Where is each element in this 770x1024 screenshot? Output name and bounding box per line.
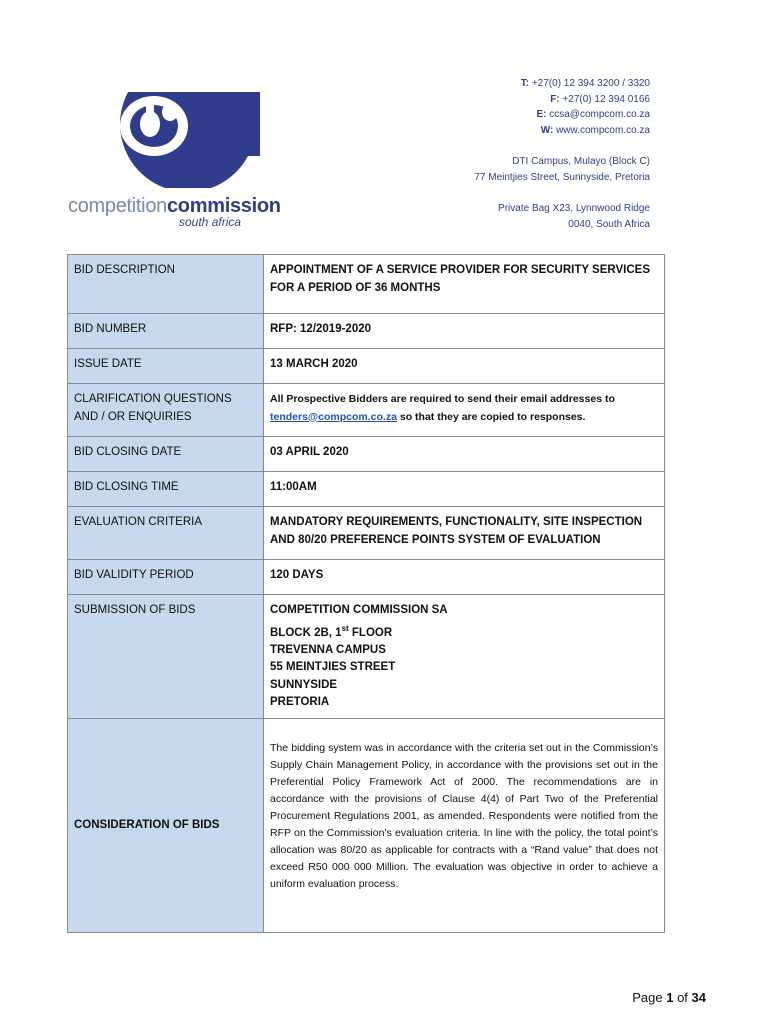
row-submission (68, 595, 665, 719)
address-line-1: DTI Campus, Mulayo (Block C) (512, 156, 650, 167)
row-consideration (68, 718, 665, 932)
contact-details (474, 76, 650, 232)
closing-date-label: BID CLOSING DATE (68, 437, 264, 472)
phone-line (474, 76, 650, 92)
row-bid-number (68, 314, 665, 349)
clarification-label: CLARIFICATION QUESTIONS AND / OR ENQUIRIES (68, 384, 264, 437)
closing-time-value: 11:00AM (264, 472, 665, 507)
row-evaluation-criteria (68, 507, 665, 560)
consideration-text: The bidding system was in accordance with the criteria set out in the Commission’s Supply Chain Management Policy, in accordance with the provisions set out in the Preferential Policy Framework Act of 2000. The recommendations are in accordance with the provisions of Clause 4(4) of Part Two of the Preferential Procurement Regulations 2001, as amended. Respondents were notified from the RFP on the Commission’s evaluation criteria. In line with the policy, the total point’s allocation was 80/20 as applicable for contracts with a “Rand value” that does not exceed R50 000 000 Million. The evaluation was objective in order to achieve a uniform evaluation process. (264, 718, 665, 932)
evaluation-criteria-value: MANDATORY REQUIREMENTS, FUNCTIONALITY, SITE INSPECTION AND 80/20 PREFERENCE POINTS SYSTEM OF EVALUATION (264, 507, 665, 560)
row-bid-description (68, 255, 665, 314)
row-closing-time (68, 472, 665, 507)
row-clarification (68, 384, 665, 437)
bid-description-value: APPOINTMENT OF A SERVICE PROVIDER FOR SECURITY SERVICES FOR A PERIOD OF 36 MONTHS (264, 255, 665, 314)
issue-date-label: ISSUE DATE (68, 349, 264, 384)
bid-description-label: BID DESCRIPTION (68, 255, 264, 314)
address-line-2: 77 Meintjies Street, Sunnyside, Pretoria (474, 171, 650, 183)
closing-date-value: 03 APRIL 2020 (264, 437, 665, 472)
issue-date-value: 13 MARCH 2020 (264, 349, 665, 384)
row-closing-date (68, 437, 665, 472)
postal-line-1: Private Bag X23, Lynnwood Ridge (498, 203, 650, 214)
email-line (474, 107, 650, 123)
logo-word-commission: commission (166, 195, 281, 217)
bid-details-table (67, 254, 665, 933)
email-value[interactable]: ccsa@compcom.co.za (549, 109, 650, 120)
email-label: E: (536, 109, 547, 120)
phone-value: +27(0) 12 394 3200 / 3320 (531, 78, 650, 89)
fax-line (474, 92, 650, 108)
evaluation-criteria-label: EVALUATION CRITERIA (68, 507, 264, 560)
submission-address: COMPETITION COMMISSION SA BLOCK 2B, 1st FLOOR TREVENNA CAMPUS 55 MEINTJIES STREET SUNNYSIDE PRETORIA (264, 595, 665, 719)
closing-time-label: BID CLOSING TIME (68, 472, 264, 507)
fax-label: F: (550, 93, 560, 105)
postal-line-2: 0040, South Africa (568, 218, 650, 230)
logo-wordmark (68, 195, 281, 218)
phone-label: T: (520, 78, 530, 89)
page-current: 1 (666, 990, 674, 1005)
consideration-label: CONSIDERATION OF BIDS (68, 718, 264, 932)
page-total: 34 (691, 990, 706, 1005)
page-word: Page (632, 990, 663, 1005)
row-validity-period (68, 560, 665, 595)
logo-word-competition: competition (68, 195, 167, 217)
of-word: of (677, 990, 688, 1005)
website-line (474, 123, 650, 139)
logo-subtitle: south africa (179, 215, 242, 229)
competition-commission-logo (66, 92, 306, 232)
page-number (632, 990, 706, 1005)
validity-period-value: 120 DAYS (264, 560, 665, 595)
website-label: W: (540, 124, 554, 136)
website-value[interactable]: www.compcom.co.za (556, 124, 650, 136)
row-issue-date (68, 349, 665, 384)
bid-number-value: RFP: 12/2019-2020 (264, 314, 665, 349)
logo-mark-icon (110, 92, 260, 188)
bid-number-label: BID NUMBER (68, 314, 264, 349)
clarification-value: All Prospective Bidders are required to send their email addresses to tenders@compcom.co.za so that they are copied to responses. (264, 384, 665, 437)
validity-period-label: BID VALIDITY PERIOD (68, 560, 264, 595)
tenders-email-link[interactable]: tenders@compcom.co.za (270, 410, 397, 423)
submission-label: SUBMISSION OF BIDS (68, 595, 264, 719)
fax-value: +27(0) 12 394 0166 (562, 93, 650, 105)
